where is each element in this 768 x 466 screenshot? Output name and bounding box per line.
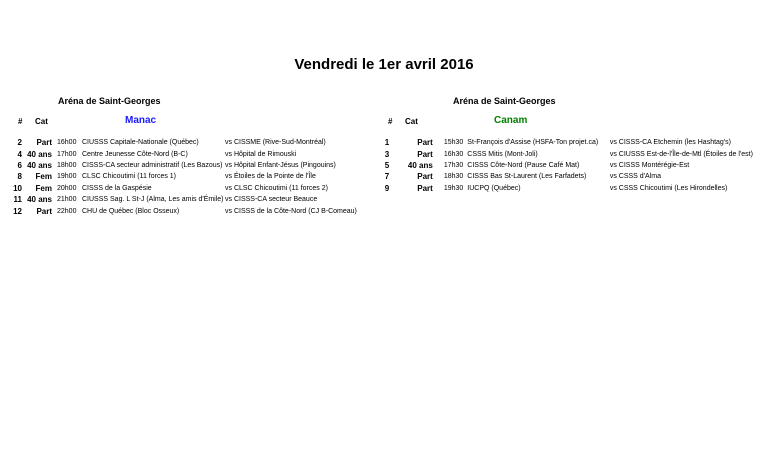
home-team: CISSS Côte-Nord (Pause Café Mat) bbox=[467, 161, 580, 169]
game-number: 1 bbox=[384, 138, 390, 148]
game-number: 2 bbox=[17, 138, 22, 148]
game-time: 20h00 bbox=[57, 184, 77, 192]
home-team: CIUSSS Sag. L St-J (Alma, Les amis d'Émile) bbox=[82, 196, 224, 204]
game-time: 18h00 bbox=[57, 161, 77, 169]
away-team: vs CLSC Chicoutimi (11 forces 2) bbox=[225, 184, 328, 192]
rink-manac: Manac bbox=[125, 115, 157, 126]
table-row bbox=[370, 148, 768, 159]
right-header-cat: Cat bbox=[405, 117, 418, 126]
category: Part bbox=[417, 183, 433, 193]
table-row bbox=[0, 194, 365, 205]
rink-canam: Canam bbox=[494, 115, 528, 126]
home-team: CIUSSS Capitale-Nationale (Québec) bbox=[82, 139, 199, 147]
left-header-num: # bbox=[18, 117, 23, 126]
category: Part bbox=[417, 172, 433, 182]
table-row bbox=[370, 137, 768, 148]
table-row bbox=[0, 171, 365, 182]
away-team: vs CSSS Chicoutimi (Les Hirondelles) bbox=[609, 184, 728, 192]
away-team: vs Hôpital de Rimouski bbox=[225, 150, 297, 158]
game-time: 22h00 bbox=[57, 207, 77, 215]
category: 40 ans bbox=[27, 149, 52, 159]
away-team: vs Hôpital Enfant-Jésus (Pingouins) bbox=[225, 161, 336, 169]
category: Part bbox=[36, 206, 52, 216]
right-header-num: # bbox=[388, 117, 393, 126]
away-team: vs CISSS de la Côte-Nord (CJ B-Comeau) bbox=[225, 207, 357, 215]
game-number: 7 bbox=[384, 172, 390, 182]
table-row bbox=[370, 183, 768, 194]
away-team: vs CISSS Montérégie-Est bbox=[609, 161, 690, 169]
game-time: 21h00 bbox=[57, 196, 77, 204]
game-time: 19h30 bbox=[443, 184, 464, 192]
away-team: vs CSSS d'Alma bbox=[609, 173, 661, 181]
home-team: CISSS Bas St-Laurent (Les Farfadets) bbox=[467, 173, 587, 181]
home-team: Centre Jeunesse Côte-Nord (B-C) bbox=[82, 150, 188, 158]
away-team: vs CISSS-CA Etchemin (les Hashtag's) bbox=[609, 139, 731, 147]
table-row bbox=[0, 205, 365, 216]
game-time: 16h00 bbox=[57, 139, 77, 147]
home-team: CISSS-CA secteur administratif (Les Bazous) bbox=[82, 161, 223, 169]
game-number: 10 bbox=[13, 183, 22, 193]
away-team: vs CISSME (Rive-Sud-Montréal) bbox=[225, 139, 326, 147]
category: 40 ans bbox=[407, 160, 433, 170]
venue-right: Aréna de Saint-Georges bbox=[453, 96, 556, 106]
category: 40 ans bbox=[27, 195, 52, 205]
game-number: 12 bbox=[13, 206, 22, 216]
game-time: 17h00 bbox=[57, 150, 77, 158]
category: Part bbox=[417, 149, 433, 159]
left-schedule-table bbox=[0, 137, 365, 217]
game-number: 11 bbox=[13, 195, 22, 205]
home-team: CSSS Mitis (Mont-Joli) bbox=[467, 150, 538, 158]
table-row bbox=[0, 183, 365, 194]
category: 40 ans bbox=[27, 160, 52, 170]
game-time: 19h00 bbox=[57, 173, 77, 181]
category: Part bbox=[417, 138, 433, 148]
table-row bbox=[0, 160, 365, 171]
table-row bbox=[0, 148, 365, 159]
game-time: 16h30 bbox=[443, 150, 464, 158]
table-row bbox=[370, 160, 768, 171]
left-header-cat: Cat bbox=[35, 117, 48, 126]
category: Fem bbox=[35, 172, 52, 182]
game-number: 4 bbox=[17, 149, 22, 159]
category: Fem bbox=[35, 183, 52, 193]
home-team: CISSS de la Gaspésie bbox=[82, 184, 152, 192]
game-number: 9 bbox=[384, 183, 390, 193]
game-time: 17h30 bbox=[443, 161, 464, 169]
table-row bbox=[370, 171, 768, 182]
home-team: CHU de Québec (Bloc Osseux) bbox=[82, 207, 180, 215]
home-team: IUCPQ (Québec) bbox=[467, 184, 521, 192]
table-row bbox=[0, 137, 365, 148]
away-team: vs CISSS-CA secteur Beauce bbox=[225, 196, 318, 204]
home-team: CLSC Chicoutimi (11 forces 1) bbox=[82, 173, 177, 181]
home-team: St-François d'Assise (HSFA-Ton projet.ca) bbox=[467, 139, 599, 147]
game-number: 5 bbox=[384, 160, 390, 170]
game-number: 8 bbox=[17, 172, 22, 182]
game-time: 18h30 bbox=[443, 173, 464, 181]
game-time: 15h30 bbox=[443, 139, 464, 147]
page-title: Vendredi le 1er avril 2016 bbox=[294, 56, 474, 73]
game-number: 3 bbox=[384, 149, 390, 159]
away-team: vs Étoiles de la Pointe de l'Île bbox=[225, 173, 316, 181]
game-number: 6 bbox=[17, 160, 22, 170]
venue-left: Aréna de Saint-Georges bbox=[58, 96, 161, 106]
right-schedule-table bbox=[370, 137, 768, 194]
away-team: vs CIUSSS Est-de-l'Île-de-Mtl (Étoiles de l'est) bbox=[609, 150, 753, 158]
category: Part bbox=[36, 138, 52, 148]
